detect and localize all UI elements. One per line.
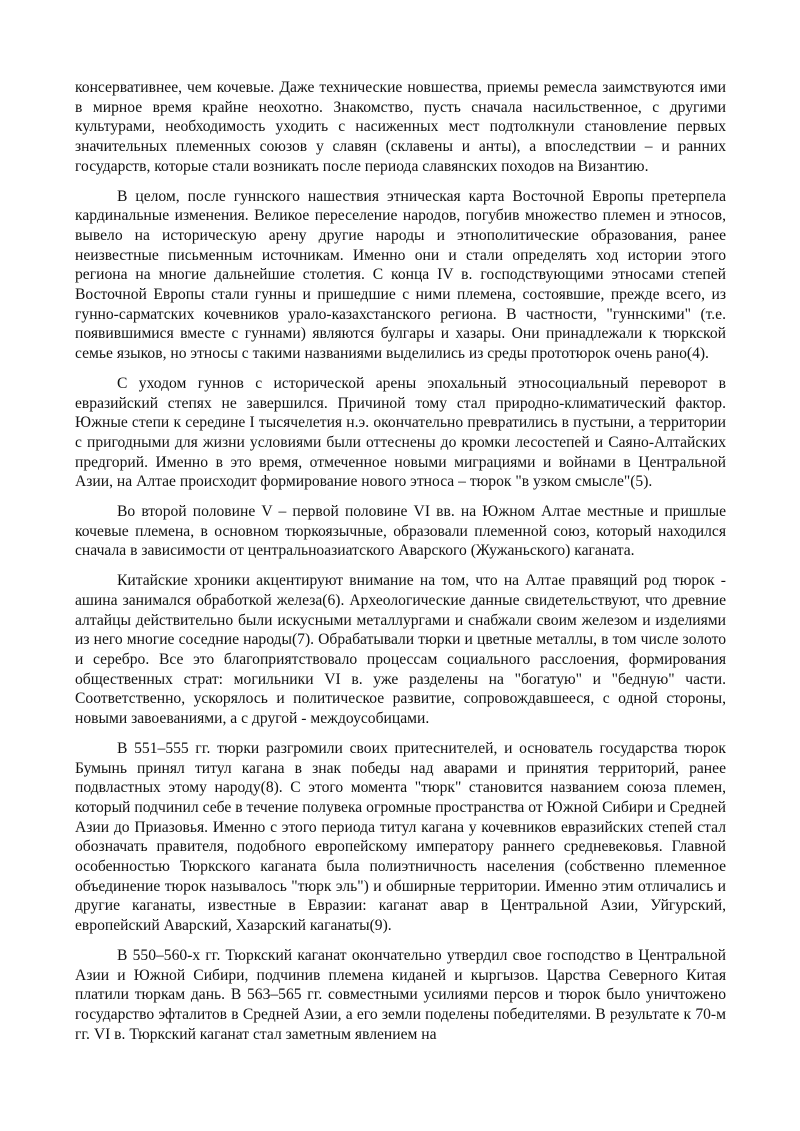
paragraph-1: консервативнее, чем кочевые. Даже технические новшества, приемы ремесла заимствуются ими в мирное время крайне неохотно. Знакомство, пусть сначала насильственное, с другими культурами, необходимость уходить с насиженных мест подтолкнули становление первых значительных племенных союзов у славян (склавены и анты), а впоследствии – и ранних государств, которые стали возникать после периода славянских походов на Византию. (75, 79, 726, 175)
paragraph-3: С уходом гуннов с исторической арены эпохальный этносоциальный переворот в евразийский степях не завершился. Причиной тому стал природно-климатический фактор. Южные степи к середине I тысячелетия н.э. окончательно превратились в пустыни, а территории с пригодными для жизни условиями были оттеснены до кромки лесостепей и Саяно-Алтайских предгорий. Именно в это время, отмеченное новыми миграциями и войнами в Центральной Азии, на Алтае происходит формирование нового этноса – тюрок "в узком смысле"(5). (75, 374, 726, 491)
paragraph-7: В 550–560-х гг. Тюркский каганат окончательно утвердил свое господство в Центральной Азии и Южной Сибири, подчинив племена киданей и кыргызов. Царства Северного Китая платили тюркам дань. В 563–565 гг. совместными усилиями персов и тюрок было уничтожено государство эфталитов в Средней Азии, а его земли поделены победителями. В результате к 70-м гг. VI в. Тюркский каганат стал заметным явлением на (75, 946, 726, 1043)
paragraph-6: В 551–555 гг. тюрки разгромили своих притеснителей, и основатель государства тюрок Бумынь принял титул кагана в знак победы над аварами и принятия территорий, ранее подвластных этому народу(8). С этого момента "тюрк" становится названием союза племен, который подчинил себе в течение полувека огромные пространства от Южной Сибири и Средней Азии до Приазовья. Именно с этого периода титул кагана у кочевников евразийских степей стал обозначать правителя, подобного европейскому императору раннего средневековья. Главной особенностью Тюркского каганата была полиэтничность населения (собственно племенное объединение тюрок называлось "тюрк эль") и обширные территории. Именно этим отличались и другие каганаты, известные в Евразии: каганат авар в Центральной Азии, Уйгурский, европейский Аварский, Хазарский каганаты(9). (75, 739, 726, 935)
paragraph-4: Во второй половине V – первой половине VI вв. на Южном Алтае местные и пришлые кочевые племена, в основном тюркоязычные, образовали племенной союз, который находился сначала в зависимости от центральноазиатского Аварского (Жужаньского) каганата. (75, 503, 726, 560)
paragraph-5: Китайские хроники акцентируют внимание на том, что на Алтае правящий род тюрок - ашина занимался обработкой железа(6). Археологические данные свидетельствуют, что древние алтайцы действительно были искусными металлургами и снабжали своим железом и изделиями из него многие соседние народы(7). Обрабатывали тюрки и цветные металлы, в том числе золото и серебро. Все это благоприятствовало процессам социального расслоения, формирования общественных страт: могильники VI в. уже разделены на "богатую" и "бедную" части. Соответственно, ускорялось и политическое развитие, сопровождавшееся, с одной стороны, новыми завоеваниями, а с другой - междоусобицами. (75, 572, 726, 728)
paragraph-2: В целом, после гуннского нашествия этническая карта Восточной Европы претерпела кардинальные изменения. Великое переселение народов, погубив множество племен и этносов, вывело на историческую арену другие народы и этнополитические образования, ранее неизвестные письменным источникам. Именно они и стали определять ход истории этого региона на многие дальнейшие столетия. С конца IV в. господствующими этносами степей Восточной Европы стали гунны и пришедшие с ними племена, состоявшие, прежде всего, из гунно-сарматских кочевников урало-казахстанского региона. В частности, "гуннскими" (т.е. появившимися вместе с гуннами) являются булгары и хазары. Они принадлежали к тюркской семье языков, но этносы с такими названиями выделились из среды прототюрок очень рано(4). (75, 187, 726, 363)
